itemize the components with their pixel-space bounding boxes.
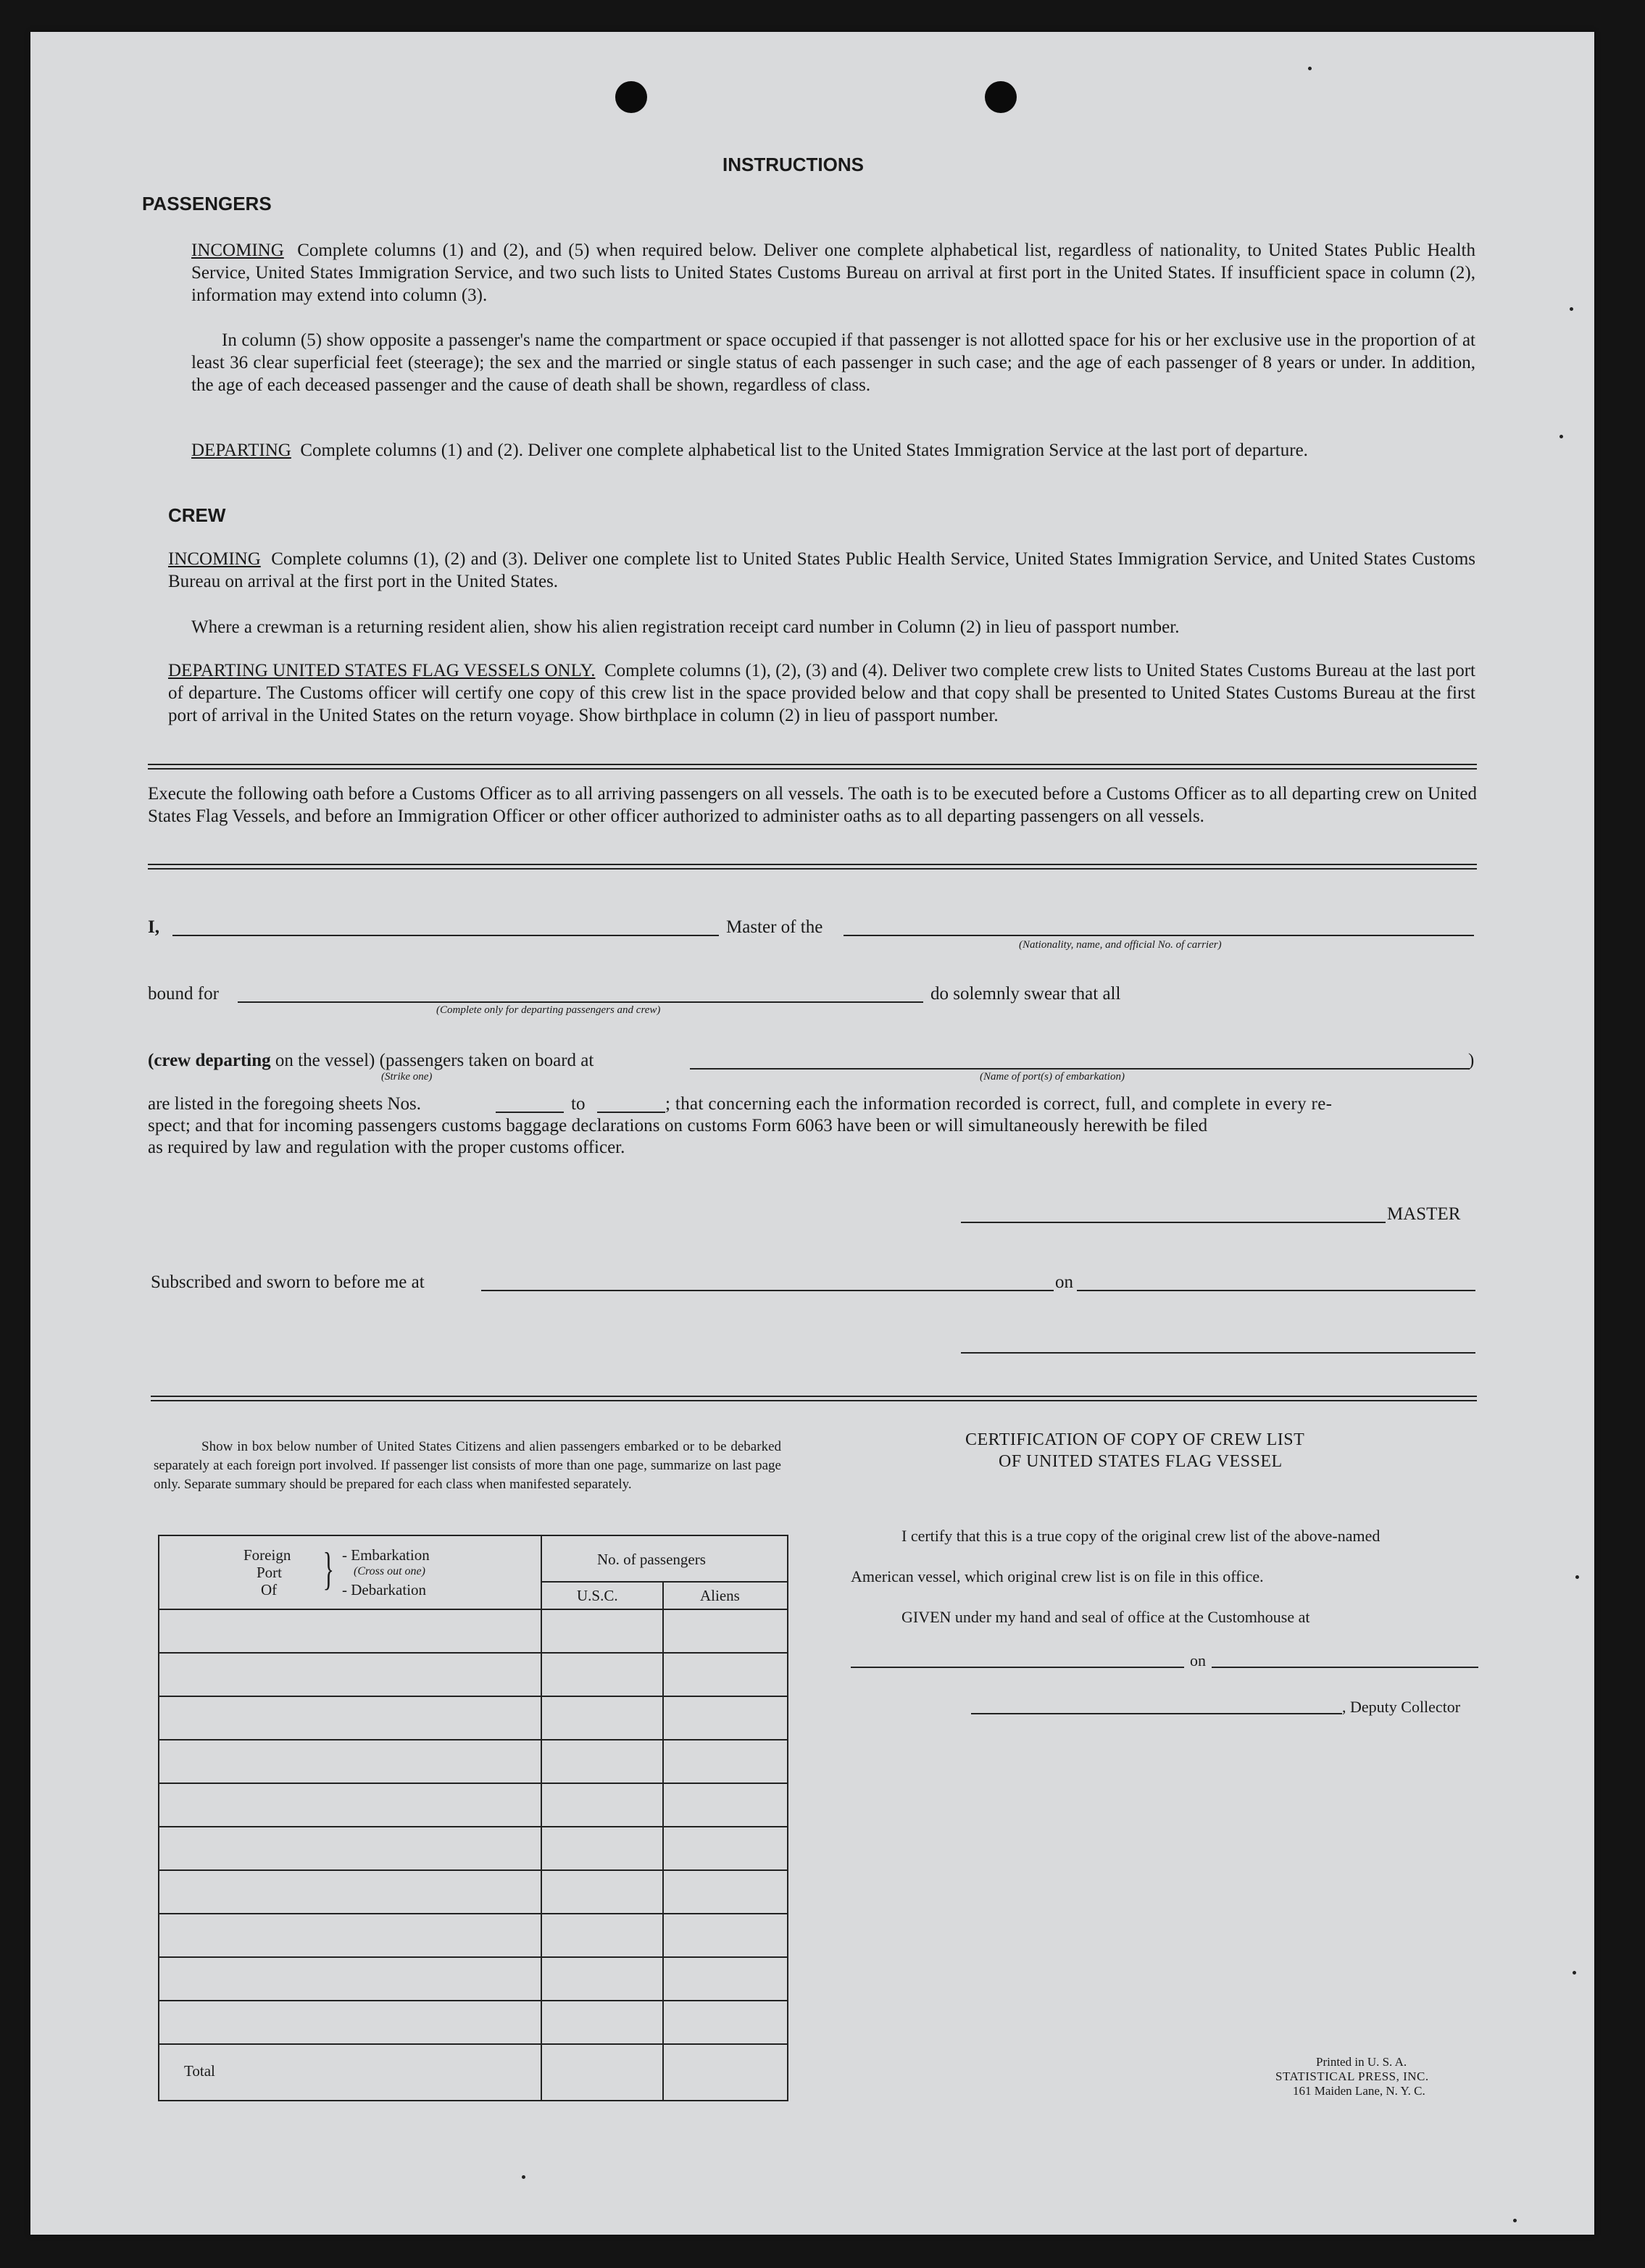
table-divider (541, 1536, 542, 2100)
sworn-at-field[interactable] (481, 1290, 1054, 1291)
passenger-summary-table (158, 1535, 788, 2101)
document-page (30, 32, 1594, 2235)
col-header-no-passengers: No. of passengers (597, 1551, 706, 1568)
table-divider (662, 1581, 664, 2100)
scan-speck (1559, 435, 1563, 438)
summary-instructions: Show in box below number of United States Citizens and alien passengers embarked or to be debarked separately at each foreign port involved. If passenger list consists of more than one page, summarize on last page only. Separate summary should be prepared for each class when manifested separately. (154, 1439, 781, 1492)
crew-departing-label: (crew departing (148, 1051, 271, 1070)
crew-departing-text: Complete columns (1), (2), (3) and (4). Deliver two complete crew lists to United States Customs Bureau at the last port of departure. The Customs officer will certify one copy of this crew list in the space provided below and that copy shall be presented to United States Customs Bureau at the first port of arrival in the United States on the return voyage. Show birthplace in column (2) in lieu of passport number. (168, 661, 1476, 725)
close-paren: ) (1468, 1051, 1475, 1070)
crew-incoming-label: INCOMING (168, 549, 261, 569)
scan-speck (1570, 307, 1573, 311)
sworn-on-label: on (1055, 1272, 1073, 1292)
sheets-from-field[interactable] (496, 1112, 564, 1113)
table-divider (159, 2000, 787, 2001)
deputy-signature-field[interactable] (971, 1713, 1342, 1714)
bound-for-field[interactable] (238, 1001, 923, 1003)
table-divider (159, 1869, 787, 1871)
master-of-the-label: Master of the (726, 917, 823, 937)
certification-date-field[interactable] (1212, 1667, 1478, 1668)
passengers-column5-paragraph: In column (5) show opposite a passenger's name the compartment or space occupied if that passenger is not allotted space for his or her exclusive use in the proportion of at least 36 clear superficial feet (steerage); the sex and the married or single status of each passenger in such case; and the age of each passenger of 8 years or under. In addition, the age of each deceased passenger and the cause of death shall be shown, regardless of class. (191, 330, 1475, 395)
scan-speck (1308, 67, 1312, 70)
sheets-to-field[interactable] (597, 1112, 665, 1113)
col-header-foreign: Foreign (243, 1546, 291, 1564)
swear-label: do solemnly swear that all (930, 984, 1121, 1004)
crew-resident-paragraph: Where a crewman is a returning resident alien, show his alien registration receipt card number in Column (2) in lieu of passport number. (191, 617, 1180, 637)
table-divider (159, 1826, 787, 1827)
printer-line-2: STATISTICAL PRESS, INC. (1275, 2069, 1429, 2083)
sheets-to-label: to (571, 1094, 586, 1114)
crew-heading: CREW (168, 504, 226, 526)
table-divider (159, 1913, 787, 1914)
master-name-field[interactable] (172, 935, 719, 936)
bound-for-caption: (Complete only for departing passengers and crew) (436, 1004, 661, 1016)
crew-departing-paragraph (168, 659, 1475, 727)
certification-on-label: on (1190, 1651, 1206, 1669)
printer-line-1: Printed in U. S. A. (1316, 2055, 1407, 2069)
passengers-incoming-text: Complete columns (1) and (2), and (5) when required below. Deliver one complete alphabetical list, regardless of nationality, to United States Public Health Service, United States Immigration Service, and two such lists to United States Customs Bureau on arrival at first port in the United States. If insufficient space in column (2), information may extend into column (3). (191, 241, 1475, 305)
col-header-cross-out: (Cross out one) (354, 1565, 425, 1577)
crew-incoming-text: Complete columns (1), (2) and (3). Deliver one complete list to United States Public Health Service, United States Immigration Service, and United States Customs Bureau on arrival at the first port in the United States. (168, 549, 1476, 591)
officer-signature-field[interactable] (961, 1352, 1475, 1354)
printer-line-3: 161 Maiden Lane, N. Y. C. (1293, 2084, 1425, 2098)
col-header-of: Of (261, 1581, 278, 1598)
master-label: MASTER (1387, 1204, 1461, 1224)
brace-glyph: } (322, 1543, 335, 1594)
customhouse-field[interactable] (851, 1667, 1184, 1668)
carrier-caption: (Nationality, name, and official No. of carrier) (1019, 939, 1222, 951)
crew-departing-label: DEPARTING UNITED STATES FLAG VESSELS ONLY. (168, 661, 596, 680)
oath-text-line-3: as required by law and regulation with the proper customs officer. (148, 1138, 625, 1157)
scan-speck (522, 2175, 525, 2179)
col-header-usc: U.S.C. (577, 1587, 618, 1604)
certification-heading-1: CERTIFICATION OF COPY OF CREW LIST (965, 1430, 1305, 1449)
section-divider (151, 1396, 1477, 1401)
table-divider (541, 1581, 787, 1583)
crew-incoming-paragraph (168, 548, 1475, 593)
certification-line-3: GIVEN under my hand and seal of office at the Customhouse at (901, 1608, 1310, 1626)
col-header-aliens: Aliens (700, 1587, 740, 1604)
passengers-departing-paragraph (191, 439, 1475, 462)
passengers-heading: PASSENGERS (142, 193, 272, 214)
passengers-incoming-label: INCOMING (191, 241, 284, 260)
punch-hole-right (985, 81, 1017, 113)
table-divider (159, 2043, 787, 2045)
table-divider (159, 1739, 787, 1740)
embarkation-ports-field[interactable] (690, 1068, 1470, 1070)
section-divider (148, 764, 1477, 770)
total-label: Total (184, 2062, 215, 2080)
subscribed-label: Subscribed and sworn to before me at (151, 1272, 425, 1292)
certification-line-2: American vessel, which original crew list is on file in this office. (851, 1567, 1264, 1585)
oath-i-label: I, (148, 917, 159, 937)
passengers-incoming-paragraph (191, 239, 1475, 307)
certification-line-1: I certify that this is a true copy of the original crew list of the above-named (901, 1527, 1380, 1545)
oath-text-line-1: ; that concerning each the information recorded is correct, full, and complete in every re- (665, 1094, 1333, 1114)
table-divider (159, 1696, 787, 1697)
sheets-label: are listed in the foregoing sheets Nos. (148, 1094, 421, 1114)
oath-text-line-2: spect; and that for incoming passengers customs baggage declarations on customs Form 6063 have been or will simultaneously herewith be filed (148, 1116, 1208, 1135)
table-divider (159, 1652, 787, 1654)
on-the-vessel-label: on the vessel) (passengers taken on board at (275, 1051, 594, 1070)
col-header-port: Port (257, 1564, 283, 1581)
oath-instructions: Execute the following oath before a Customs Officer as to all arriving passengers on all vessels. The oath is to be executed before a Customs Officer as to all departing crew on United States Flag Vessels, and before an Immigration Officer or other officer authorized to administer oaths as to all departing passengers on all vessels. (148, 784, 1477, 826)
bound-for-label: bound for (148, 984, 219, 1004)
page-title: INSTRUCTIONS (722, 154, 864, 175)
sworn-on-date-field[interactable] (1077, 1290, 1475, 1291)
table-divider (159, 1609, 787, 1610)
deputy-collector-label: , Deputy Collector (1342, 1698, 1461, 1716)
strike-caption: (Strike one) (381, 1071, 433, 1083)
passengers-departing-text: Complete columns (1) and (2). Deliver one complete alphabetical list to the United States Immigration Service at the last port of departure. (300, 441, 1308, 460)
col-header-embarkation: - Embarkation (342, 1546, 430, 1564)
ports-caption: (Name of port(s) of embarkation) (980, 1071, 1125, 1083)
scan-speck (1575, 1575, 1579, 1579)
section-divider (148, 864, 1477, 870)
carrier-field[interactable] (844, 935, 1474, 936)
master-signature-field[interactable] (961, 1222, 1386, 1223)
scan-speck (1513, 2219, 1517, 2222)
certification-heading-2: OF UNITED STATES FLAG VESSEL (999, 1452, 1283, 1471)
table-divider (159, 1956, 787, 1958)
table-divider (159, 1783, 787, 1784)
scan-speck (1573, 1971, 1576, 1975)
passengers-departing-label: DEPARTING (191, 441, 291, 460)
col-header-debarkation: - Debarkation (342, 1581, 427, 1598)
punch-hole-left (615, 81, 647, 113)
crew-passengers-line (148, 1049, 594, 1072)
